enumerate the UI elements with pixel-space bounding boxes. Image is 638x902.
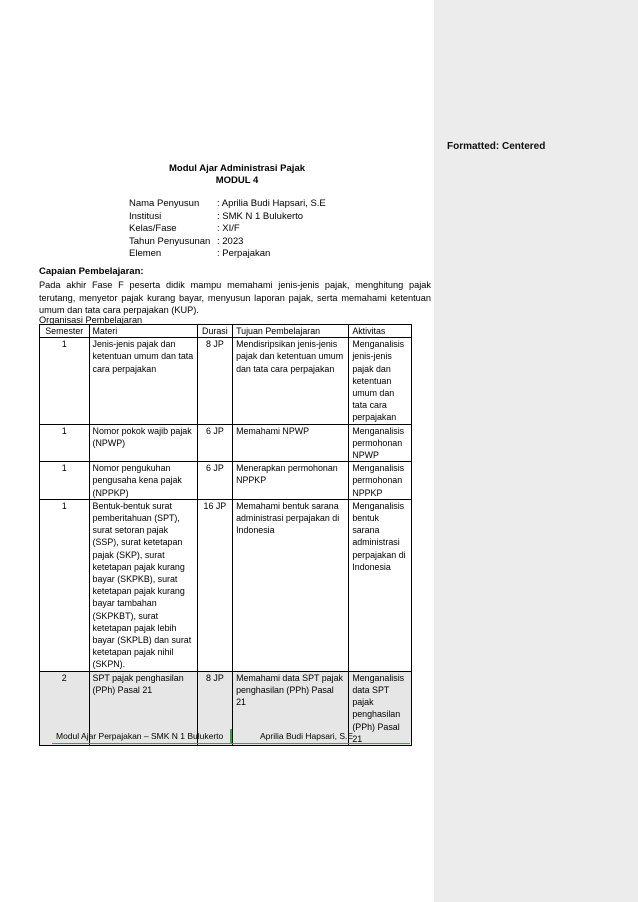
cell-durasi: 6 JP <box>197 424 232 462</box>
table-row <box>40 462 412 500</box>
table-header-row <box>40 325 412 338</box>
achievement-text: Pada akhir Fase F peserta didik mampu memahami jenis-jenis pajak, menghitung pajak terutang, menyetor pajak kurang bayar, menyusun laporan pajak, serta memahami ketentuan umum dan tata cara perpajakan (KUP). <box>39 280 431 315</box>
module-title: MODUL 4 <box>215 175 259 186</box>
meta-block <box>129 198 326 261</box>
cell-materi: Jenis-jenis pajak dan ketentuan umum dan tata cara perpajakan <box>89 338 197 424</box>
cell-materi: Bentuk-bentuk surat pemberitahuan (SPT), surat setoran pajak (SSP), surat ketetapan pajak (SKP), surat ketetapan pajak kurang bayar (SKPKB), surat ketetapan pajak kurang bayar tambahan (SKPKBT), surat ketetapan pajak lebih bayar (SKPLB) dan surat ketetapan pajak nihil (SKPN). <box>89 499 197 671</box>
comment-pane <box>434 0 638 902</box>
meta-row <box>129 198 326 211</box>
cell-semester: 1 <box>40 462 90 500</box>
header-aktivitas: Aktivitas <box>349 325 412 338</box>
cell-durasi: 16 JP <box>197 499 232 671</box>
meta-value: : Aprilia Budi Hapsari, S.E <box>217 198 326 209</box>
meta-key: Nama Penyusun <box>129 198 200 209</box>
meta-key: Kelas/Fase <box>129 223 177 234</box>
cell-tujuan: Memahami bentuk sarana administrasi perpajakan di Indonesia <box>233 499 349 671</box>
cell-aktivitas: Menganalisis permohonan NPWP <box>349 424 412 462</box>
table-row <box>40 338 412 424</box>
cell-durasi: 8 JP <box>197 338 232 424</box>
comment-format-label[interactable]: Formatted: Centered <box>447 141 546 152</box>
cell-semester: 1 <box>40 499 90 671</box>
cell-materi: Nomor pengukuhan pengusaha kena pajak (NPPKP) <box>89 462 197 500</box>
cell-aktivitas: Menganalisis data SPT pajak penghasilan (PPh) Pasal 21 <box>349 671 412 745</box>
learning-table <box>39 324 412 746</box>
header-tujuan: Tujuan Pembelajaran <box>233 325 349 338</box>
meta-key: Institusi <box>129 210 162 222</box>
cell-materi: Nomor pokok wajib pajak (NPWP) <box>89 424 197 462</box>
header-materi: Materi <box>89 325 197 338</box>
meta-value: : Perpajakan <box>217 248 271 259</box>
meta-row <box>129 248 326 261</box>
header-durasi: Durasi <box>197 325 232 338</box>
document-title: Modul Ajar Administrasi Pajak <box>168 163 306 174</box>
meta-row <box>129 223 326 236</box>
cell-aktivitas: Menganalisis bentuk sarana administrasi perpajakan di Indonesia <box>349 499 412 671</box>
cell-durasi: 6 JP <box>197 462 232 500</box>
meta-value: : XI/F <box>217 223 240 234</box>
meta-row <box>129 236 326 249</box>
cell-aktivitas: Menganalisis permohonan NPPKP <box>349 462 412 500</box>
cell-semester: 2 <box>40 671 90 745</box>
cell-tujuan: Memahami NPWP <box>233 424 349 462</box>
cell-materi: SPT pajak penghasilan (PPh) Pasal 21 <box>89 671 197 745</box>
achievement-heading: Capaian Pembelajaran: <box>39 266 144 277</box>
footer-left: Modul Ajar Perpajakan – SMK N 1 Bulukerto <box>52 731 234 744</box>
cell-durasi: 8 JP <box>197 671 232 745</box>
cell-aktivitas: Menganalisis jenis-jenis pajak dan ketentuan umum dan tata cara perpajakan <box>349 338 412 424</box>
cell-semester: 1 <box>40 424 90 462</box>
organization-heading: Organisasi Pembelajaran <box>39 315 143 325</box>
meta-value: : 2023 <box>217 235 244 247</box>
cell-tujuan: Mendisripsikan jenis-jenis pajak dan ketentuan umum dan tata cara perpajakan <box>233 338 349 424</box>
footer-right: Aprilia Budi Hapsari, S.E <box>232 731 410 744</box>
cell-tujuan: Memahami data SPT pajak penghasilan (PPh) Pasal 21 <box>233 671 349 745</box>
meta-key: Elemen <box>129 248 162 259</box>
cell-semester: 1 <box>40 338 90 424</box>
table-row <box>40 499 412 671</box>
table-row <box>40 424 412 462</box>
header-semester: Semester <box>40 325 90 338</box>
meta-value: : SMK N 1 Bulukerto <box>217 210 304 222</box>
meta-key: Tahun Penyusunan <box>129 235 211 247</box>
meta-row <box>129 211 326 224</box>
cell-tujuan: Menerapkan permohonan NPPKP <box>233 462 349 500</box>
